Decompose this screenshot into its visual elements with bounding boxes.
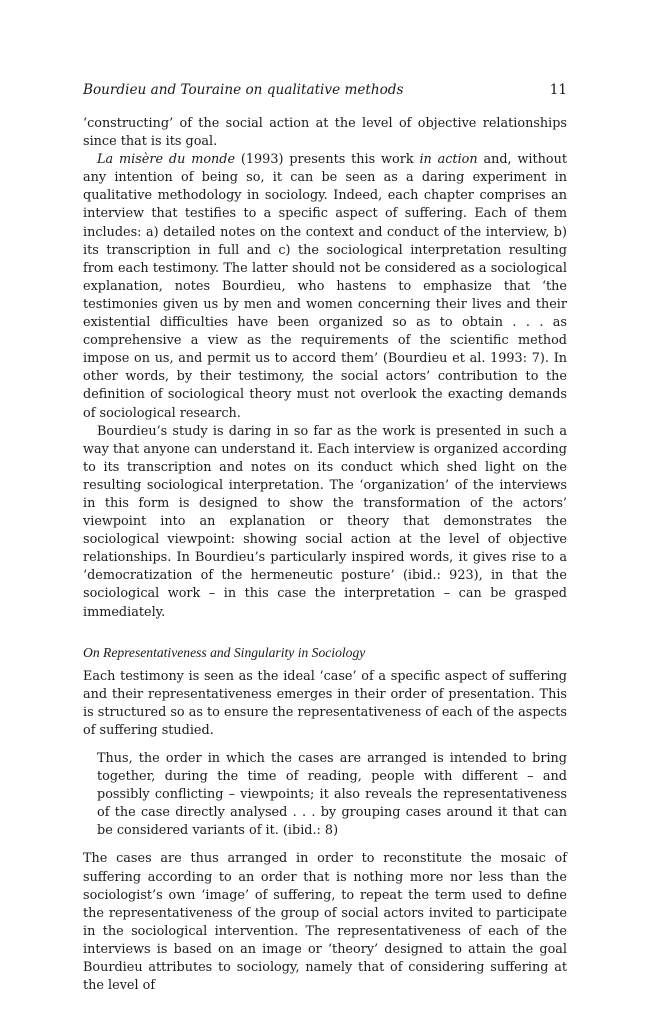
- emphasis-italic: in action: [419, 152, 478, 168]
- paragraph-representativeness: Each testimony is seen as the ideal ‘case’ of a specific aspect of suffering and their representativeness emerges in their order of presentation. This is structured so as to ensure the representativeness of each of the aspects of suffering studied.: [83, 668, 567, 738]
- block-quote: Thus, the order in which the cases are arranged is intended to bring together, during the time of reading, people with different – and possibly conflicting – viewpoints; it also reveals the representativeness of the case directly analysed . . . by grouping cases around it that can be considered variants of it. (ibid.: 8): [97, 751, 567, 839]
- paragraph-la-misere: [83, 151, 567, 422]
- page-number: 11: [549, 82, 567, 98]
- paragraph-bourdieu-study: Bourdieu’s study is daring in so far as the work is presented in such a way that anyone can understand it. Each interview is organized according to its transcription and notes on its conduct which shed light on the resulting sociological interpretation. The ‘organization’ of the interviews in this form is designed to show the transformation of the actors’ viewpoint into an explanation or theory that demonstrates the sociological viewpoint: showing social action at the level of objective relationships. In Bourdieu’s particularly inspired words, it gives rise to a ‘democratization of the hermeneutic posture’ (ibid.: 923), in that the sociological work – in this case the interpretation – can be grasped immediately.: [83, 423, 567, 620]
- paragraph-continued: ‘constructing’ of the social action at the level of objective relationships since that is its goal.: [83, 116, 567, 150]
- running-title: Bourdieu and Touraine on qualitative methods: [83, 82, 404, 98]
- book-title-italic: La misère du monde: [97, 152, 236, 168]
- section-heading: On Representativeness and Singularity in Sociology: [83, 644, 366, 660]
- paragraph-text: (1993) presents this work: [235, 152, 420, 168]
- body-text: [83, 115, 567, 995]
- running-header: [83, 80, 567, 100]
- paragraph-text: and, without any intention of being so, it can be seen as a daring experiment in qualitative methodology in sociology. Indeed, each chapter comprises an interview that testifies to a specific aspect of suffering. Each of them includes: a) detailed notes on the context and conduct of the interview, b) its transcription in full and c) the sociological interpretation resulting from each testimony. The latter should not be considered as a sociological explanation, notes Bourdieu, who hastens to emphasize that ‘the testimonies given us by men and women concerning their lives and their existential difficulties have been organized so as to obtain . . . as comprehensive a view as the requirements of the scientific method impose on us, and permit us to accord them’ (Bourdieu et al. 1993: 7). In other words, by their testimony, the social actors’ contribution to the definition of sociological theory must not overlook the exacting demands of sociological research.: [83, 152, 567, 421]
- paragraph-cases: The cases are thus arranged in order to reconstitute the mosaic of suffering according to an order that is nothing more nor less than the sociologist’s own ‘image’ of suffering, to repeat the term used to define the representativeness of the group of social actors invited to participate in the sociological intervention. The representativeness of each of the interviews is based on an image or ‘theory’ designed to attain the goal Bourdieu attributes to sociology, namely that of considering suffering at the level of: [83, 851, 567, 994]
